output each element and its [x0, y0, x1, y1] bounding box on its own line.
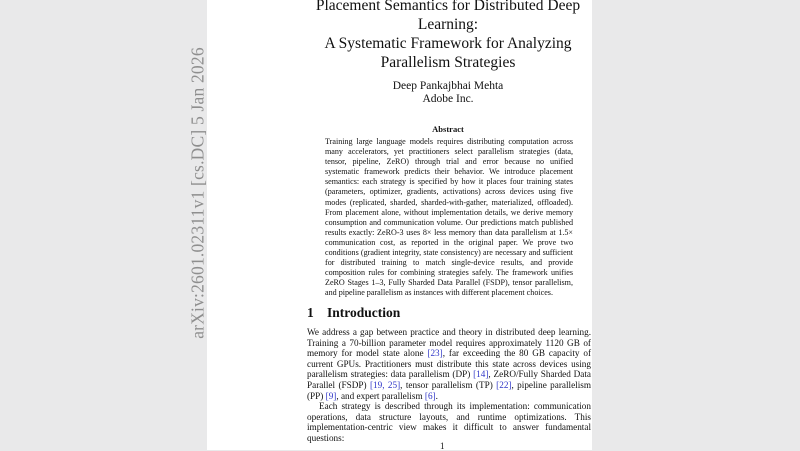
text-run: , pipeline parallelism (PP) [307, 379, 591, 401]
citation-link[interactable]: [19, 25] [369, 379, 401, 390]
text-run: We address a gap between practice and theory in distributed deep learning. Training a 70-billion parameter model requires approximately 1120 GB of memory for model state alone [307, 327, 591, 359]
text-run: , ZeRO/Fully Sharded Data Parallel (FSDP) [307, 369, 592, 390]
citation-link[interactable]: [23] [427, 348, 443, 359]
text-run: , far exceeding the 80 GB capacity of current GPUs. Practitioners must distribute this state across devices using parallelism strategies: data parallelism (DP) [307, 348, 591, 380]
page-number: 1 [440, 441, 445, 451]
intro-paragraph-1 [307, 327, 591, 401]
arxiv-identifier: arXiv:2601.02311v1 [cs.DC] 5 Jan 2026 [187, 47, 208, 339]
abstract-heading: Abstract [432, 124, 464, 134]
title-line: A Systematic Framework for Analyzing [324, 35, 572, 52]
citation-link[interactable]: [6] [424, 390, 436, 401]
citation-link[interactable]: [22] [496, 379, 512, 390]
introduction-body [307, 327, 591, 444]
intro-paragraph-2: Each strategy is described through its implementation: communication operations, data structure layouts, and runtime optimizations. This implementation-centric view makes it difficult to answer fundamental questions: [307, 401, 591, 443]
title-line: Parallelism Strategies [380, 54, 516, 71]
citation-link[interactable]: [14] [473, 369, 489, 380]
title-line: Learning: [417, 16, 479, 33]
section-heading [307, 305, 400, 321]
author-affiliation: Adobe Inc. [422, 93, 474, 105]
abstract-body: Training large language models requires distributing computation across many accelerators, yet practitioners select parallelism strategies (data, tensor, pipeline, ZeRO) through trial and error because no unified systematic framework predicts their behavior. We introduce placement semantics: each strategy is specified by how it places four training states (parameters, optimizer, gradients, activations) across devices using five modes (replicated, sharded, sharded-with-gather, materialized, offloaded). From placement alone, without implementation details, we derive memory consumption and communication volume. Our predictions match published results exactly: ZeRO-3 uses 8× less memory than data parallelism at 1.5× communication cost, as reported in the original paper. We prove two conditions (gradient integrity, state consistency) are necessary and sufficient for distributed training to match single-device results, and provide composition rules for combining strategies safely. The framework unifies ZeRO Stages 1–3, Fully Sharded Data Parallel (FSDP), tensor parallelism, and pipeline parallelism as instances with different placement choices. [325, 137, 573, 298]
section-title: Introduction [327, 305, 401, 320]
text-run: , and expert parallelism [336, 390, 425, 401]
paper-title [307, 0, 589, 72]
title-line: Placement Semantics for Distributed Deep [315, 0, 581, 14]
section-number: 1 [307, 305, 314, 320]
text-run: . [435, 390, 438, 401]
text-run: , tensor parallelism (TP) [400, 379, 497, 390]
author-name: Deep Pankajbhai Mehta [392, 80, 504, 92]
citation-link[interactable]: [9] [325, 390, 337, 401]
